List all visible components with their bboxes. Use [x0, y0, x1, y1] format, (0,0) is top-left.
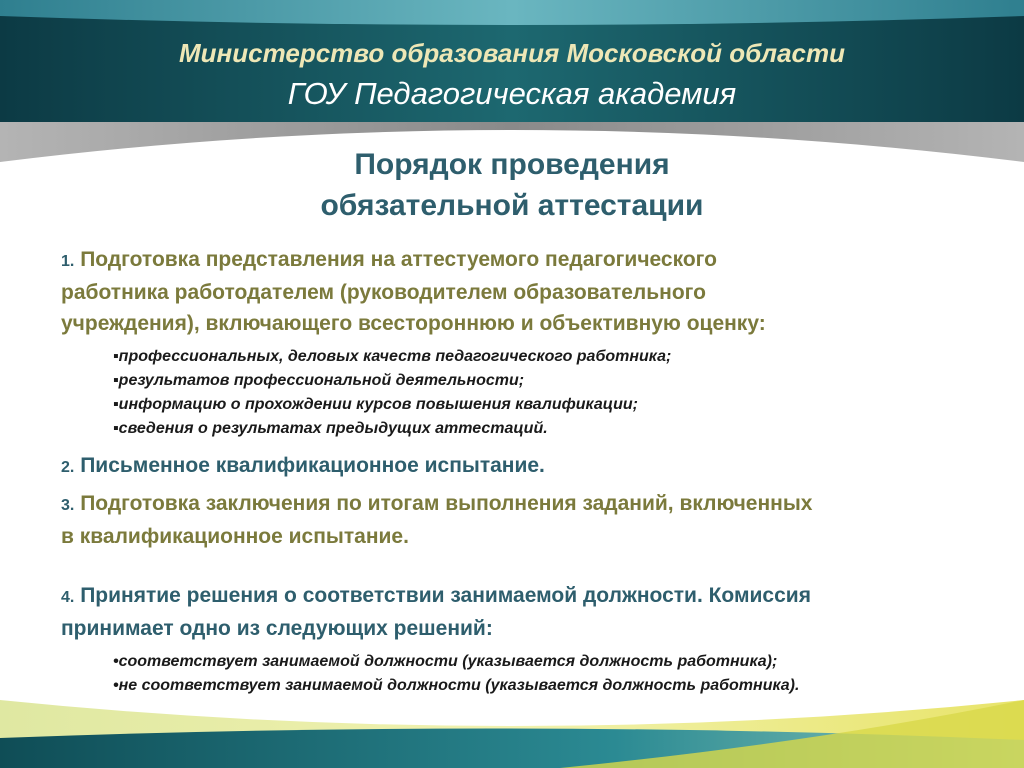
item-3-line-2: в квалификационное испытание. — [61, 525, 409, 548]
item-4-number: 4. — [61, 589, 75, 606]
item-1-bullets — [113, 345, 993, 441]
item-4-line-2: принимает одно из следующих решений: — [61, 617, 493, 640]
item-4-line-1: 4. Принятие решения о соответствии занимаемой должности. Комиссия — [61, 584, 811, 607]
item-2 — [61, 450, 991, 483]
item-4 — [61, 580, 991, 644]
item-1-number: 1. — [61, 253, 75, 270]
bullet-1-3: ▪информацию о прохождении курсов повышения квалификации; — [113, 396, 638, 413]
item-1-line-3: учреждения), включающего всестороннюю и объективную оценку: — [61, 312, 766, 335]
bullet-1-2: ▪результатов профессиональной деятельности; — [113, 372, 525, 389]
slide-header — [0, 0, 1024, 120]
item-3 — [61, 488, 991, 552]
bullet-4-2: •не соответствует занимаемой должности (указывается должность работника). — [113, 677, 800, 694]
slide-title-line-2: обязательной аттестации — [320, 189, 704, 222]
bullet-4-1: •соответствует занимаемой должности (указывается должность работника); — [113, 653, 778, 670]
slide-title-line-1: Порядок проведения — [354, 148, 670, 181]
bullet-1-4: ▪сведения о результатах предыдущих аттестаций. — [113, 420, 548, 437]
ministry-name: Министерство образования Московской области — [179, 38, 845, 68]
bullet-1-1: ▪профессиональных, деловых качеств педагогического работника; — [113, 348, 672, 365]
item-1-line-1: 1. Подготовка представления на аттестуемого педагогического — [61, 248, 717, 271]
item-2-number: 2. — [61, 459, 75, 476]
item-2-line-1: 2. Письменное квалификационное испытание. — [61, 454, 545, 477]
academy-name: ГОУ Педагогическая академия — [287, 76, 737, 111]
item-3-number: 3. — [61, 497, 75, 514]
item-4-bullets — [113, 650, 993, 698]
item-1 — [61, 244, 991, 339]
item-3-line-1: 3. Подготовка заключения по итогам выполнения заданий, включенных — [61, 492, 813, 515]
item-1-line-2: работника работодателем (руководителем образовательного — [61, 281, 706, 304]
